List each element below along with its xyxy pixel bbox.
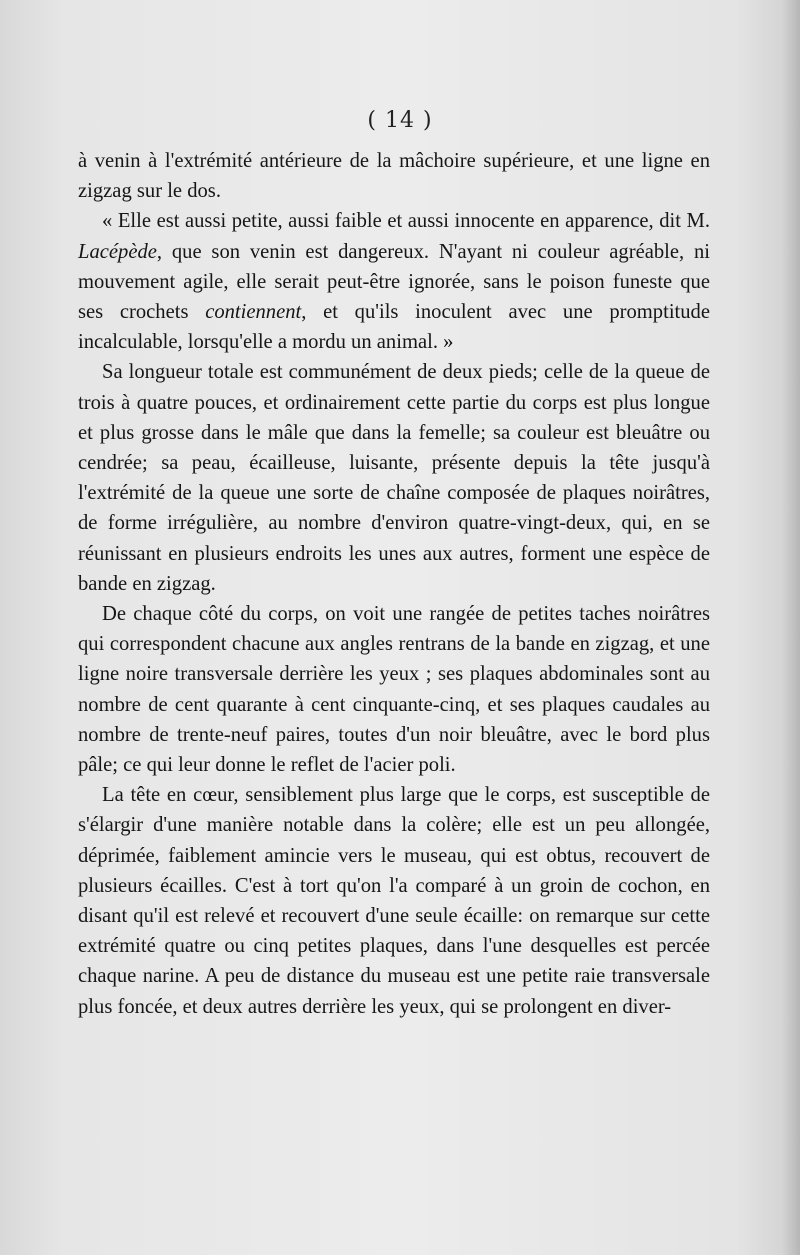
body-text [78,146,710,1022]
italic-word: contiennent [205,301,302,324]
paragraph-2-text-end: , et qu'ils inoculent avec une promptitude incalculable, lorsqu'elle a mordu un animal. » [78,301,710,354]
paragraph-2 [78,206,710,357]
page-edge-shadow [782,0,800,1255]
paragraph-2-text-middle: , que son venin est dangereux. N'ayant ni couleur agréable, ni mouvement agile, elle serait peut-être ignorée, sans le poison funeste que ses crochets [78,240,710,324]
paragraph-5: La tête en cœur, sensiblement plus large que le corps, est susceptible de s'élargir d'une manière notable dans la colère; elle est un peu allongée, déprimée, faiblement amincie vers le museau, qui est obtus, recouvert de plusieurs écailles. C'est à tort qu'on l'a comparé à un groin de cochon, en disant qu'il est relevé et recouvert d'une seule écaille: on remarque sur cette extrémité quatre ou cinq petites plaques, dans l'une desquelles est percée chaque narine. A peu de distance du museau est une petite raie transversale plus foncée, et deux autres derrière les yeux, qui se prolongent en diver- [78,784,710,1018]
paragraph-4: De chaque côté du corps, on voit une rangée de petites taches noirâtres qui correspondent chacune aux angles rentrans de la bande en zigzag, et une ligne noire transversale derrière les yeux ; ses plaques abdominales sont au nombre de cent quarante à cent cinquante-cinq, et ses plaques caudales au nombre de trente-neuf paires, toutes d'un noir bleuâtre, avec le bord plus pâle; ce qui leur donne le reflet de l'acier poli. [78,603,710,777]
page-number: ( 14 ) [367,108,433,133]
author-name: Lacépède [78,240,157,263]
paragraph-2-text-start: « Elle est aussi petite, aussi faible et aussi innocente en apparence, dit M. [102,210,710,233]
paragraph-1: à venin à l'extrémité antérieure de la mâchoire supérieure, et une ligne en zigzag sur le dos. [78,150,710,203]
paragraph-3: Sa longueur totale est communément de deux pieds; celle de la queue de trois à quatre pouces, et ordinairement cette partie du corps est plus longue et plus grosse dans le mâle que dans la femelle; sa couleur est bleuâtre ou cendrée; sa peau, écailleuse, luisante, présente depuis la tête jusqu'à l'extrémité de la queue une sorte de chaîne composée de plaques noirâtres, de forme irrégulière, au nombre d'environ quatre-vingt-deux, qui, en se réunissant en plusieurs endroits les unes aux autres, forment une espèce de bande en zigzag. [78,361,710,595]
